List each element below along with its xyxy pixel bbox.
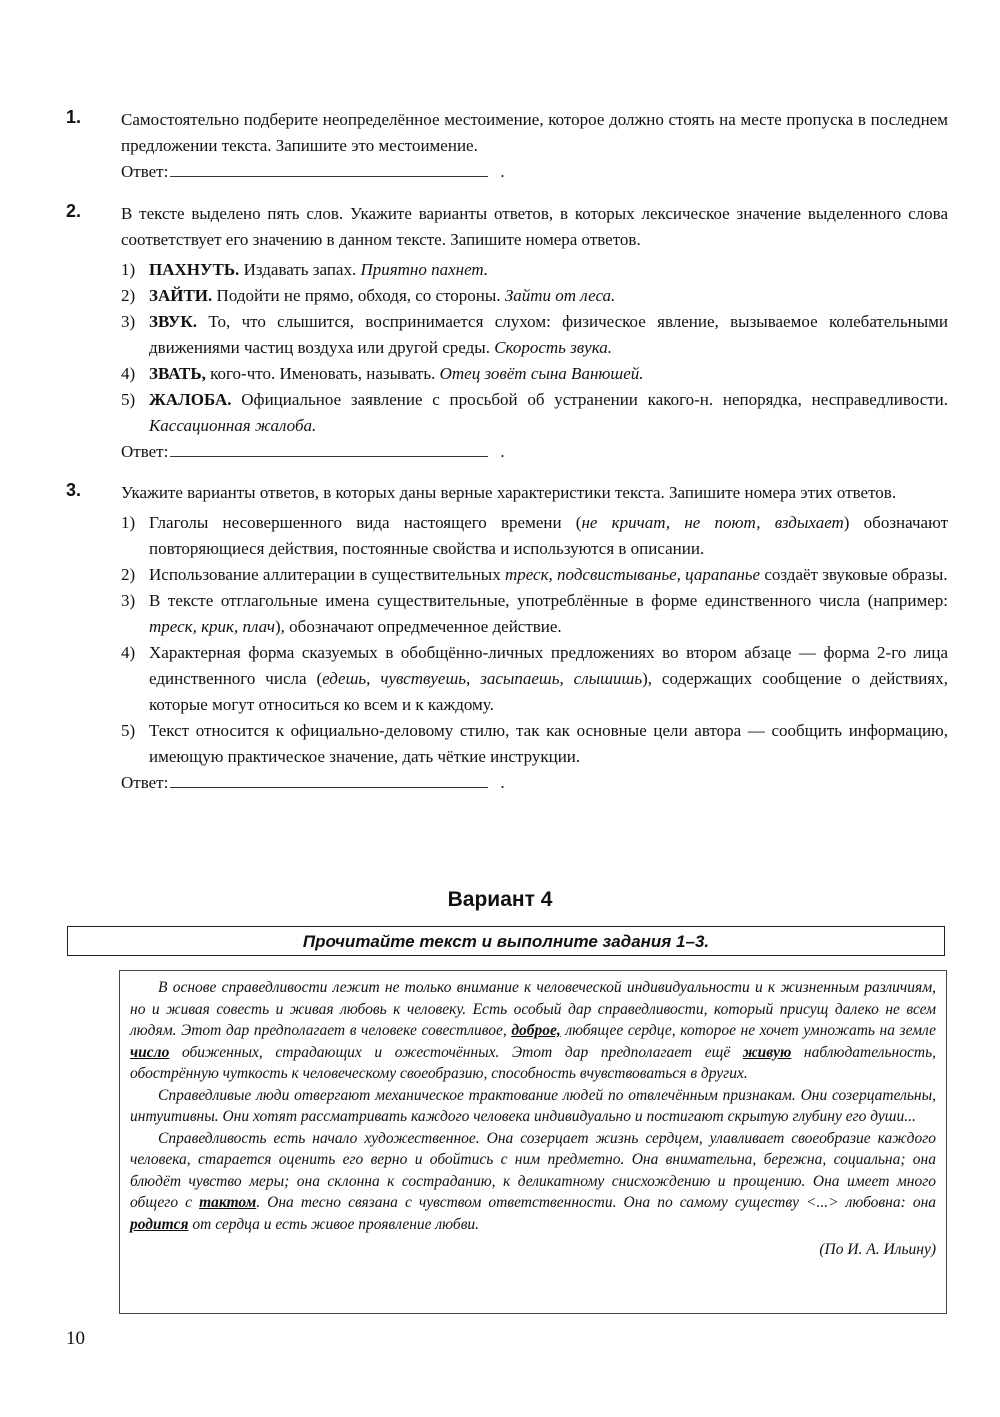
option-word: ЖАЛОБА. <box>149 390 232 409</box>
highlighted-word: доброе, <box>511 1022 561 1039</box>
option-word: ЗВУК. <box>149 312 197 331</box>
text-paragraph: В основе справедливости лежит не только внимание к человеческой индивидуальности и к жизненным различиям, но и живая совесть и живая любовь к человеку. Есть особый дар справедливости, который присущ далеко не всем людям. Этот дар предполагает в человеке совестливое, доброе, любящее сердце, которое не хочет умножать на земле число обиженных, страдающих и ожесточённых. Этот дар предполагает ещё живую наблюдательность, обострённую чуткость к человеческому своеобразию, способность вчувствоваться в других. <box>130 979 936 1082</box>
text-paragraph: Справедливые люди отвергают механическое трактование людей по отвлечённым признакам. Они созерцательны, интуитивны. Они хотят рассматривать каждого человека индивидуально и постигают скрытую глубину его души... <box>130 1086 936 1125</box>
option-item: 2) ЗАЙТИ. Подойти не прямо, обходя, со стороны. Зайти от леса. <box>121 286 616 305</box>
task-text: Самостоятельно подберите неопределённое местоимение, которое должно стоять на месте пропуска в последнем предложении текста. Запишите это местоимение. <box>121 110 948 155</box>
option-word: ПАХНУТЬ. <box>149 260 240 279</box>
option-item: 3) ЗВУК. То, что слышится, воспринимается слухом: физическое явление, вызываемое колебательными движениями частиц воздуха или другой среды. Скорость звука. <box>121 312 949 357</box>
variant-title: Вариант 4 <box>447 888 553 911</box>
highlighted-word: тактом <box>199 1194 257 1211</box>
answer-row: Ответ: . <box>121 162 505 181</box>
options-list <box>121 510 948 770</box>
task-number: 1. <box>66 107 82 127</box>
answer-row: Ответ: . <box>121 442 505 461</box>
task-2 <box>66 201 948 465</box>
option-item: 4) Характерная форма сказуемых в обобщённо-личных предложениях во втором абзаце — форма 2-го лица единственного числа (едешь, чувствуешь, засыпаешь, слышишь), содержащих сообщение о действиях, которые могут относиться ко всем и к каждому. <box>121 643 948 714</box>
answer-line[interactable] <box>170 160 488 177</box>
option-word: ЗВАТЬ, <box>149 364 206 383</box>
task-text: В тексте выделено пять слов. Укажите варианты ответов, в которых лексическое значение выделенного слова соответствует его значению в данном тексте. Запишите номера ответов. <box>121 204 948 249</box>
option-item: 5) ЖАЛОБА. Официальное заявление с просьбой об устранении какого-н. непорядка, несправедливости. Кассационная жалоба. <box>121 390 949 435</box>
option-item: 1) ПАХНУТЬ. Издавать запах. Приятно пахнет. <box>121 260 489 279</box>
highlighted-word: родится <box>130 1215 189 1233</box>
answer-line[interactable] <box>170 771 488 788</box>
answer-label: Ответ: <box>121 162 169 181</box>
options-list <box>121 257 948 439</box>
answer-label: Ответ: <box>121 773 169 792</box>
highlighted-word: живую <box>742 1043 792 1061</box>
task-number: 3. <box>66 480 82 500</box>
answer-row: Ответ: . <box>121 773 505 792</box>
text-source: (По И. А. Ильину) <box>819 1241 936 1258</box>
page-number: 10 <box>66 1328 85 1349</box>
option-item: 2) Использование аллитерации в существительных треск, подсвистыванье, царапанье создаёт звуковые образы. <box>121 565 948 584</box>
answer-line[interactable] <box>170 440 488 457</box>
option-item: 1) Глаголы несовершенного вида настоящего времени (не кричат, не поют, вздыхает) обозначают повторяющиеся действия, постоянные свойства и используются в описании. <box>121 513 948 558</box>
answer-label: Ответ: <box>121 442 169 461</box>
option-item: 4) ЗВАТЬ, кого-что. Именовать, называть. Отец зовёт сына Ванюшей. <box>121 364 644 383</box>
option-item: 5) Текст относится к официально-деловому стилю, так как основные цели автора — сообщить информацию, имеющую практическое значение, дать чёткие инструкции. <box>121 721 948 766</box>
highlighted-word: число <box>130 1043 170 1061</box>
task-1 <box>66 107 948 185</box>
instruction-box: Прочитайте текст и выполните задания 1–3. <box>67 926 945 956</box>
task-text: Укажите варианты ответов, в которых даны верные характеристики текста. Запишите номера этих ответов. <box>121 483 897 502</box>
task-3 <box>66 480 948 796</box>
reading-text-box <box>119 970 947 1314</box>
text-paragraph: Справедливость есть начало художественное. Она созерцает жизнь сердцем, улавливает своеобразие каждого человека, старается оценить его верно и обойтись с ним предметно. Она внимательна, бережна, социальна; она блюдёт чувство меры; она склонна к состраданию, к деликатному снисхождению и прощению. Она имеет много общего с тактом. Она тесно связана с чувством ответственности. Она по самому существу <...> любовна: она родится от сердца и есть живое проявление любви. <box>130 1129 937 1233</box>
option-word: ЗАЙТИ. <box>149 286 213 305</box>
task-number: 2. <box>66 201 82 221</box>
option-item: 3) В тексте отглагольные имена существительные, употреблённые в форме единственного числа (например: треск, крик, плач), обозначают опредмеченное действие. <box>121 591 948 636</box>
